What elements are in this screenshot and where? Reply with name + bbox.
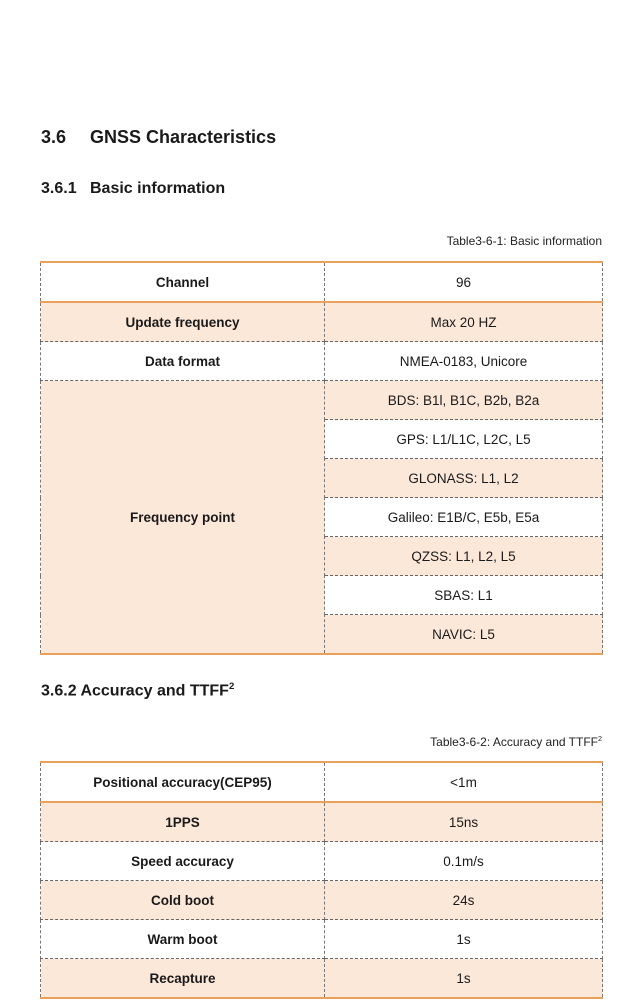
frequency-value: QZSS: L1, L2, L5 (325, 537, 603, 576)
caption-text: Table3-6-2: Accuracy and TTFF (430, 735, 598, 749)
row-key: Positional accuracy(CEP95) (41, 762, 325, 802)
table-row (41, 302, 603, 342)
caption-footnote-marker: 2 (598, 734, 602, 743)
table-row (41, 262, 603, 302)
section-title: GNSS Characteristics (90, 127, 277, 147)
subsection-heading-basic-info (41, 180, 225, 198)
section-heading (41, 127, 276, 148)
row-key: 1PPS (41, 802, 325, 842)
subsection-number: 3.6.2 (41, 682, 77, 700)
accuracy-ttff-table (40, 761, 603, 999)
row-key: Channel (41, 262, 325, 302)
table-row (41, 959, 603, 999)
table-row (41, 381, 603, 420)
row-value: 0.1m/s (325, 842, 603, 881)
table-row (41, 920, 603, 959)
row-value: 96 (325, 262, 603, 302)
subsection-heading-accuracy (41, 681, 234, 700)
row-value: 1s (325, 959, 603, 999)
row-key-frequency-point: Frequency point (41, 381, 325, 655)
row-key: Warm boot (41, 920, 325, 959)
table-row (41, 762, 603, 802)
table-caption-accuracy (430, 734, 602, 749)
table-row (41, 842, 603, 881)
table-row (41, 342, 603, 381)
frequency-value: GLONASS: L1, L2 (325, 459, 603, 498)
row-value: NMEA-0183, Unicore (325, 342, 603, 381)
row-value: 1s (325, 920, 603, 959)
frequency-value: NAVIC: L5 (325, 615, 603, 655)
row-key: Recapture (41, 959, 325, 999)
frequency-value: Galileo: E1B/C, E5b, E5a (325, 498, 603, 537)
table-row (41, 802, 603, 842)
subsection-title: Basic information (90, 180, 226, 197)
frequency-value: BDS: B1l, B1C, B2b, B2a (325, 381, 603, 420)
table-caption-basic-info: Table3-6-1: Basic information (446, 234, 602, 248)
row-key: Speed accuracy (41, 842, 325, 881)
subsection-number: 3.6.1 (41, 180, 77, 197)
frequency-value: GPS: L1/L1C, L2C, L5 (325, 420, 603, 459)
row-key: Update frequency (41, 302, 325, 342)
section-number: 3.6 (41, 127, 67, 147)
table-row (41, 881, 603, 920)
row-key: Data format (41, 342, 325, 381)
row-value: Max 20 HZ (325, 302, 603, 342)
footnote-marker: 2 (228, 681, 235, 692)
row-key: Cold boot (41, 881, 325, 920)
basic-information-table (40, 261, 603, 655)
row-value: 24s (325, 881, 603, 920)
frequency-value: SBAS: L1 (325, 576, 603, 615)
subsection-title: Accuracy and TTFF (80, 682, 229, 700)
row-value: 15ns (325, 802, 603, 842)
row-value: <1m (325, 762, 603, 802)
